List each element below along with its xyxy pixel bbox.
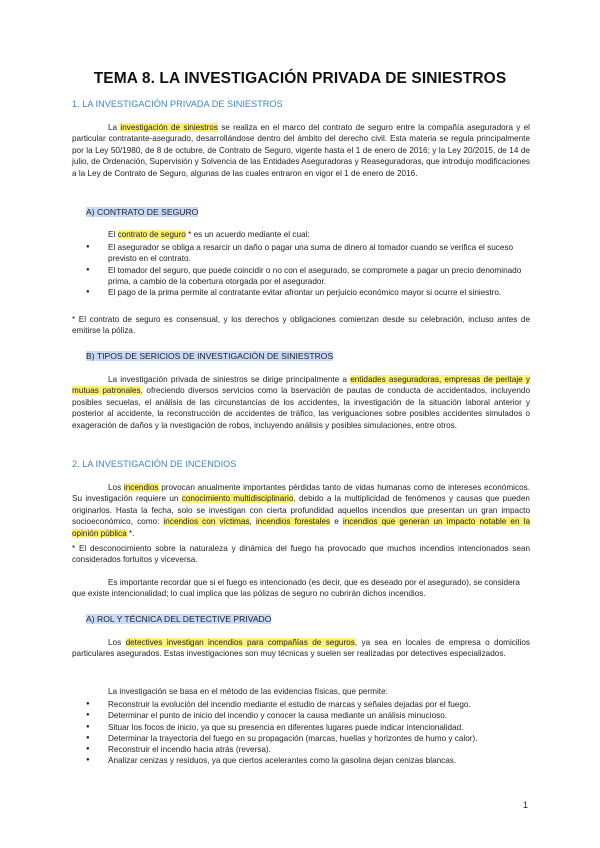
contract-bullet-list	[72, 242, 530, 298]
text-run: * es un acuerdo mediante el cual:	[185, 230, 310, 239]
page-title: TEMA 8. LA INVESTIGACIÓN PRIVADA DE SINIESTROS	[93, 70, 507, 87]
subsection-1a-label: A) CONTRATO DE SEGURO	[86, 207, 199, 217]
text-run: La investigación privada de siniestros se dirige principalmente a	[108, 375, 351, 384]
text-run: se realiza en el marco del contrato de seguro entre la compañía aseguradora y el particular contratante-asegurado, desarrollándose dentro del ámbito del derecho civil. Esta materia se regula principalmente por la Ley 50/1980, de 8 de octubre, de Contrato de Seguro, vigente hasta el 1 de enero de 2016; y la Ley 20/2015, de 14 de julio, de Ordenación, Supervisión y Solvencia de las Entidades Aseguradoras y Reaseguradoras, que introdujo modificaciones a la Ley de Contrato de Seguro, algunas de las cuales entraron en vigor el 1 de enero de 2016.	[72, 123, 530, 178]
text-run: , ofreciendo diversos servicios como la bservación de pautas de conducta de accidentados, incluyendo posibles secuelas, el análisis de las circunstancias de los accidentes, la investigación de la situación laboral anterior y posterior al accidente, la reconstrucción de accidentes de tráfico, las veriguaciones sobre posibles accidentes simulados o exageración de daños y la nvestigación de robos, incluyendo análisis y posibles simulaciones, entre otros.	[72, 386, 530, 430]
list-item: ● El asegurador se obliga a resarcir un daño o pagar una suma de dinero al tomador cuando se verifica el suceso previsto en el contrato.	[72, 242, 530, 265]
text-run: , debido a la multiplicidad de fenómenos y causas que pueden originarlos. Hasta la fecha, solo se investigan con cierta profundidad aquellos incendios que presentan un gran impacto socioeconómico, como:	[72, 494, 530, 527]
text-run: Los	[108, 638, 126, 647]
detective-paragraph	[72, 637, 530, 660]
highlight-run: incendios	[123, 483, 159, 492]
text-run: provocan anualmente importantes pérdidas tanto de vidas humanas como de intereses económicos. Su investigación requiere un	[72, 483, 530, 504]
evidence-bullet-list	[72, 699, 530, 767]
highlight-run: detectives investigan incendios para compañías de seguros	[125, 638, 355, 647]
highlight-run: incendios que generan un impacto notable en la opinión pública	[72, 517, 531, 538]
highlight-run: entidades aseguradoras, empresas de peritaje y mutuas patronales	[72, 375, 530, 396]
highlight-run: contrato de seguro	[117, 230, 186, 239]
highlight-run: investigación de siniestros	[120, 123, 218, 132]
highlight-run: conocimiento multidisciplinario	[181, 494, 294, 504]
services-paragraph	[72, 374, 530, 431]
subsection-1a-heading	[86, 207, 198, 217]
text-run: *.	[126, 528, 135, 538]
highlight-run: incendios forestales	[255, 517, 331, 527]
fire-note: * El desconocimiento sobre la naturaleza y dinámica del fuego ha provocado que muchos incendios intencionados sean considerados fortuitos y viceversa.	[72, 544, 530, 565]
contract-note: * El contrato de seguro es consensual, y los derechos y obligaciones comienzan desde su celebración, incluso antes de emitirse la póliza.	[72, 315, 530, 336]
subsection-2a-label: A) ROL Y TÉCNICA DEL DETECTIVE PRIVADO	[86, 614, 272, 624]
list-item: ● El pago de la prima permite al contratante evitar afrontar un perjuicio económico mayor si ocurre el siniestro.	[72, 287, 530, 298]
contract-lead	[108, 230, 310, 239]
text-run: El	[108, 230, 118, 239]
page-number: 1	[522, 800, 528, 810]
subsection-1b-heading	[86, 351, 333, 361]
list-item: ● Reconstruir la evolución del incendio mediante el estudio de marcas y señales dejadas por el fuego.	[72, 699, 530, 710]
text-run: ,	[249, 517, 256, 527]
section-2-heading: 2. LA INVESTIGACIÓN DE INCENDIOS	[72, 459, 237, 469]
section-1-heading: 1. LA INVESTIGACIÓN PRIVADA DE SINIESTROS	[72, 99, 283, 109]
evidence-lead: La investigación se basa en el método de las evidencias físicas, que permite:	[108, 687, 388, 696]
text-run: La	[108, 123, 121, 132]
list-item: ● Determinar el punto de inicio del incendio y conocer la causa mediante un análisis minucioso.	[72, 710, 530, 721]
intent-paragraph: Es importante recordar que si el fuego es intencionado (es decir, que es deseado por el asegurado), se considera que existe intencionalidad; lo cual implica que las pólizas de seguro no cubrirán dichos incendios.	[72, 578, 520, 599]
text-run: , ya sea en locales de empresa o domicilios particulares asegurados. Estas investigaciones son muy técnicas y suelen ser realizadas por detectives especializados.	[72, 638, 530, 659]
text-run: Los	[108, 483, 124, 492]
section-2-paragraph	[72, 482, 530, 539]
list-item: ● Analizar cenizas y residuos, ya que ciertos acelerantes como la gasolina dejan cenizas blancas.	[72, 755, 530, 766]
text-run: e	[330, 517, 343, 527]
list-item: ● El tomador del seguro, que puede coincidir o no con el asegurado, se compromete a pagar un precio denominado prima, a cambio de la cobertura otorgada por el asegurador.	[72, 265, 530, 288]
list-item: ● Reconstruir el incendio hacia atrás (reversa).	[72, 744, 530, 755]
subsection-2a-heading	[86, 614, 271, 624]
highlight-run: incendios con víctimas	[163, 517, 250, 527]
subsection-1b-label: B) TIPOS DE SERICIOS DE INVESTIGACIÓN DE SINIESTROS	[86, 351, 334, 361]
list-item: ● Situar los focos de inicio, ya que su presencia en diferentes lugares puede indicar intencionalidad.	[72, 722, 530, 733]
list-item: ● Determinar la trayectoria del fuego en su propagación (marcas, huellas y horizontes de humo y calor).	[72, 733, 530, 744]
section-1-paragraph	[72, 122, 530, 179]
